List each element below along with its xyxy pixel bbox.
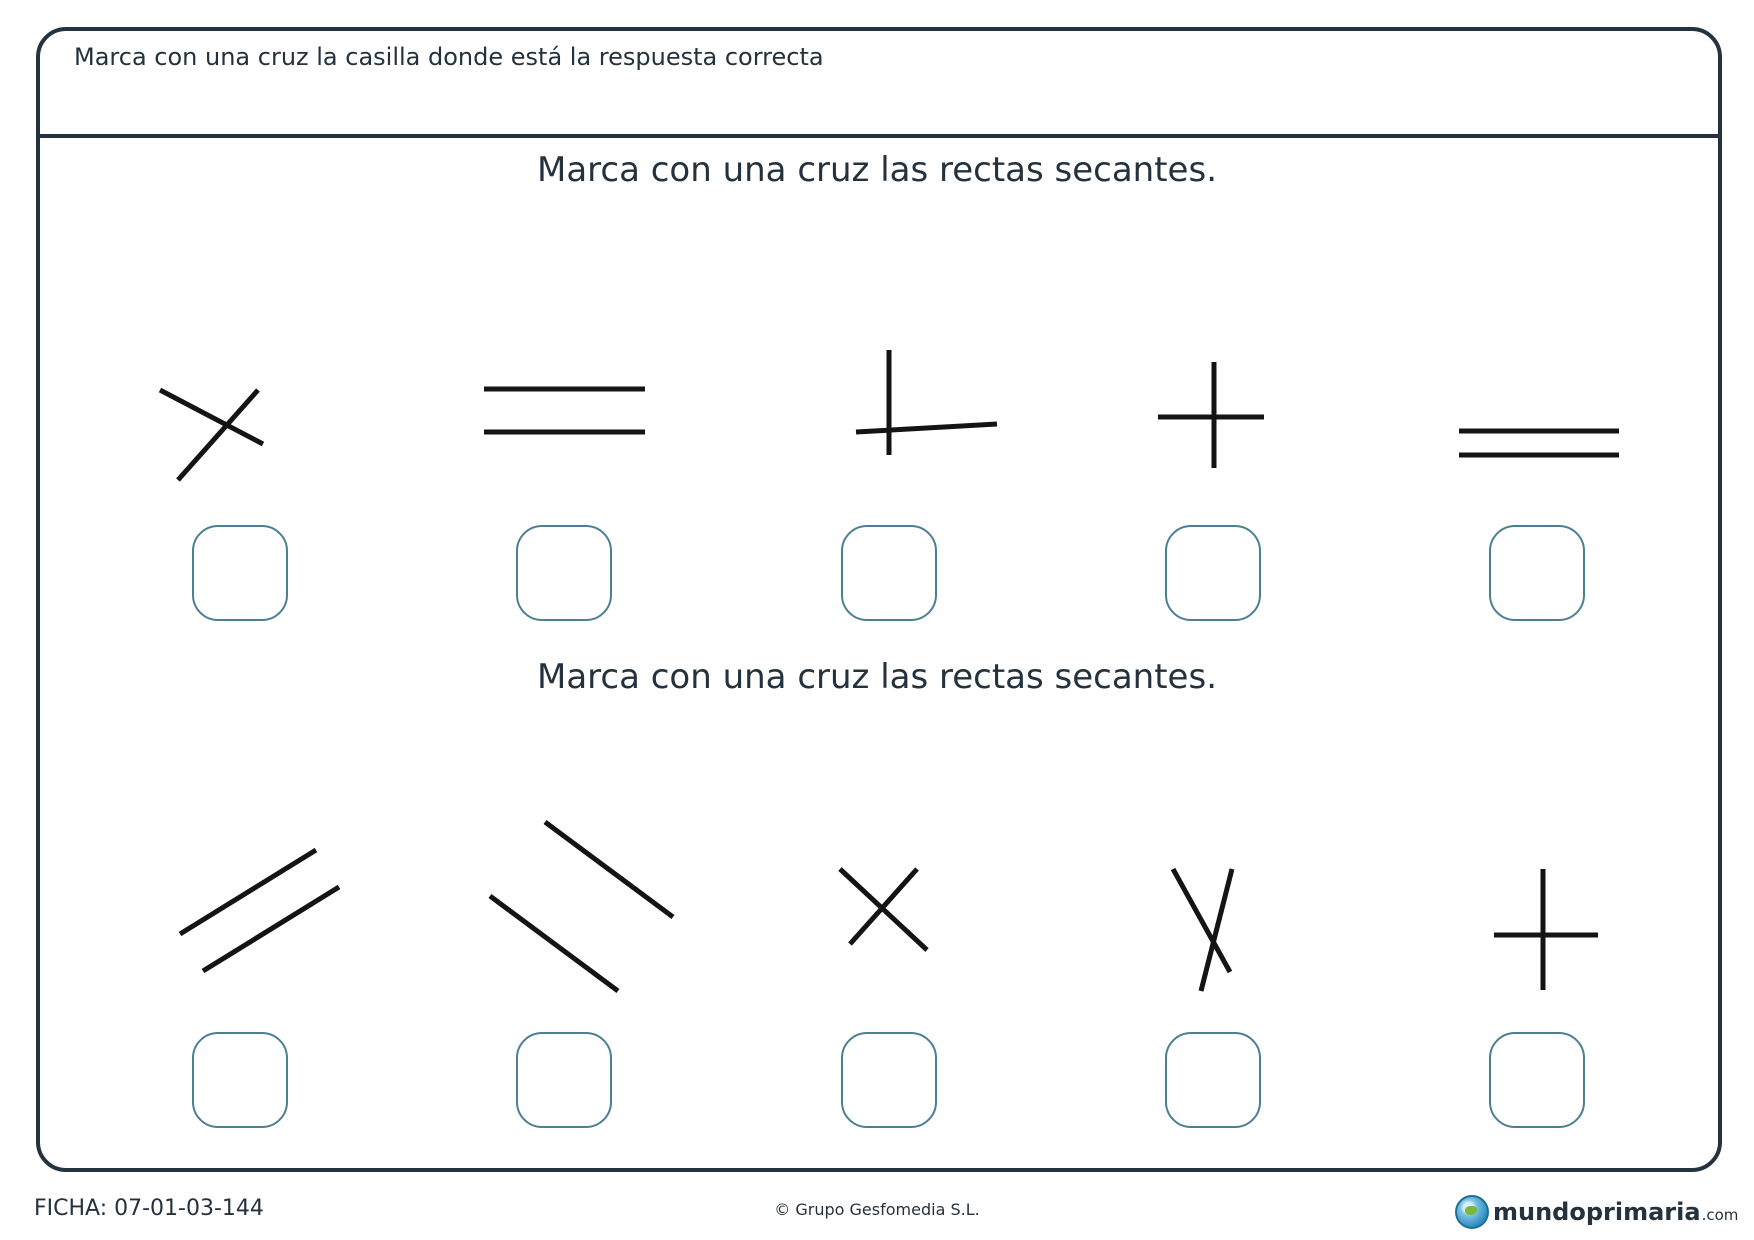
instruction-text: Marca con una cruz la casilla donde está la respuesta correcta <box>74 43 824 71</box>
exercise-2-title: Marca con una cruz las rectas secantes. <box>536 657 1218 697</box>
answer-checkbox-1-2[interactable] <box>516 525 612 621</box>
brand-logo[interactable] <box>1455 1192 1738 1232</box>
answer-checkbox-1-4[interactable] <box>1165 525 1261 621</box>
figure-1-3-crossing-lines <box>856 350 997 455</box>
answer-checkbox-2-3[interactable] <box>841 1032 937 1128</box>
figure-1-5-parallel-lines <box>1459 431 1619 455</box>
copyright-notice: © Grupo Gesfomedia S.L. <box>774 1200 980 1219</box>
brand-domain: .com <box>1701 1206 1739 1224</box>
figure-1-4-perpendicular-cross <box>1158 362 1264 468</box>
figure-2-3-x-cross <box>840 869 927 950</box>
worksheet-code: FICHA: 07-01-03-144 <box>34 1196 264 1221</box>
answer-checkbox-2-5[interactable] <box>1489 1032 1585 1128</box>
answer-checkbox-2-2[interactable] <box>516 1032 612 1128</box>
figure-2-2-parallel-lines <box>490 822 673 991</box>
figure-2-5-perpendicular-cross <box>1494 869 1598 990</box>
figure-2-1-parallel-lines <box>180 850 339 971</box>
answer-checkbox-2-4[interactable] <box>1165 1032 1261 1128</box>
figure-2-4-crossing-lines <box>1173 869 1232 991</box>
answer-checkbox-1-1[interactable] <box>192 525 288 621</box>
globe-icon <box>1455 1195 1489 1229</box>
figure-1-2-parallel-lines <box>484 389 645 432</box>
answer-checkbox-1-3[interactable] <box>841 525 937 621</box>
answer-checkbox-1-5[interactable] <box>1489 525 1585 621</box>
answer-checkbox-2-1[interactable] <box>192 1032 288 1128</box>
exercise-1-title: Marca con una cruz las rectas secantes. <box>536 150 1218 190</box>
brand-name: mundoprimaria <box>1493 1198 1701 1226</box>
figure-1-1-crossing-lines <box>160 390 263 480</box>
